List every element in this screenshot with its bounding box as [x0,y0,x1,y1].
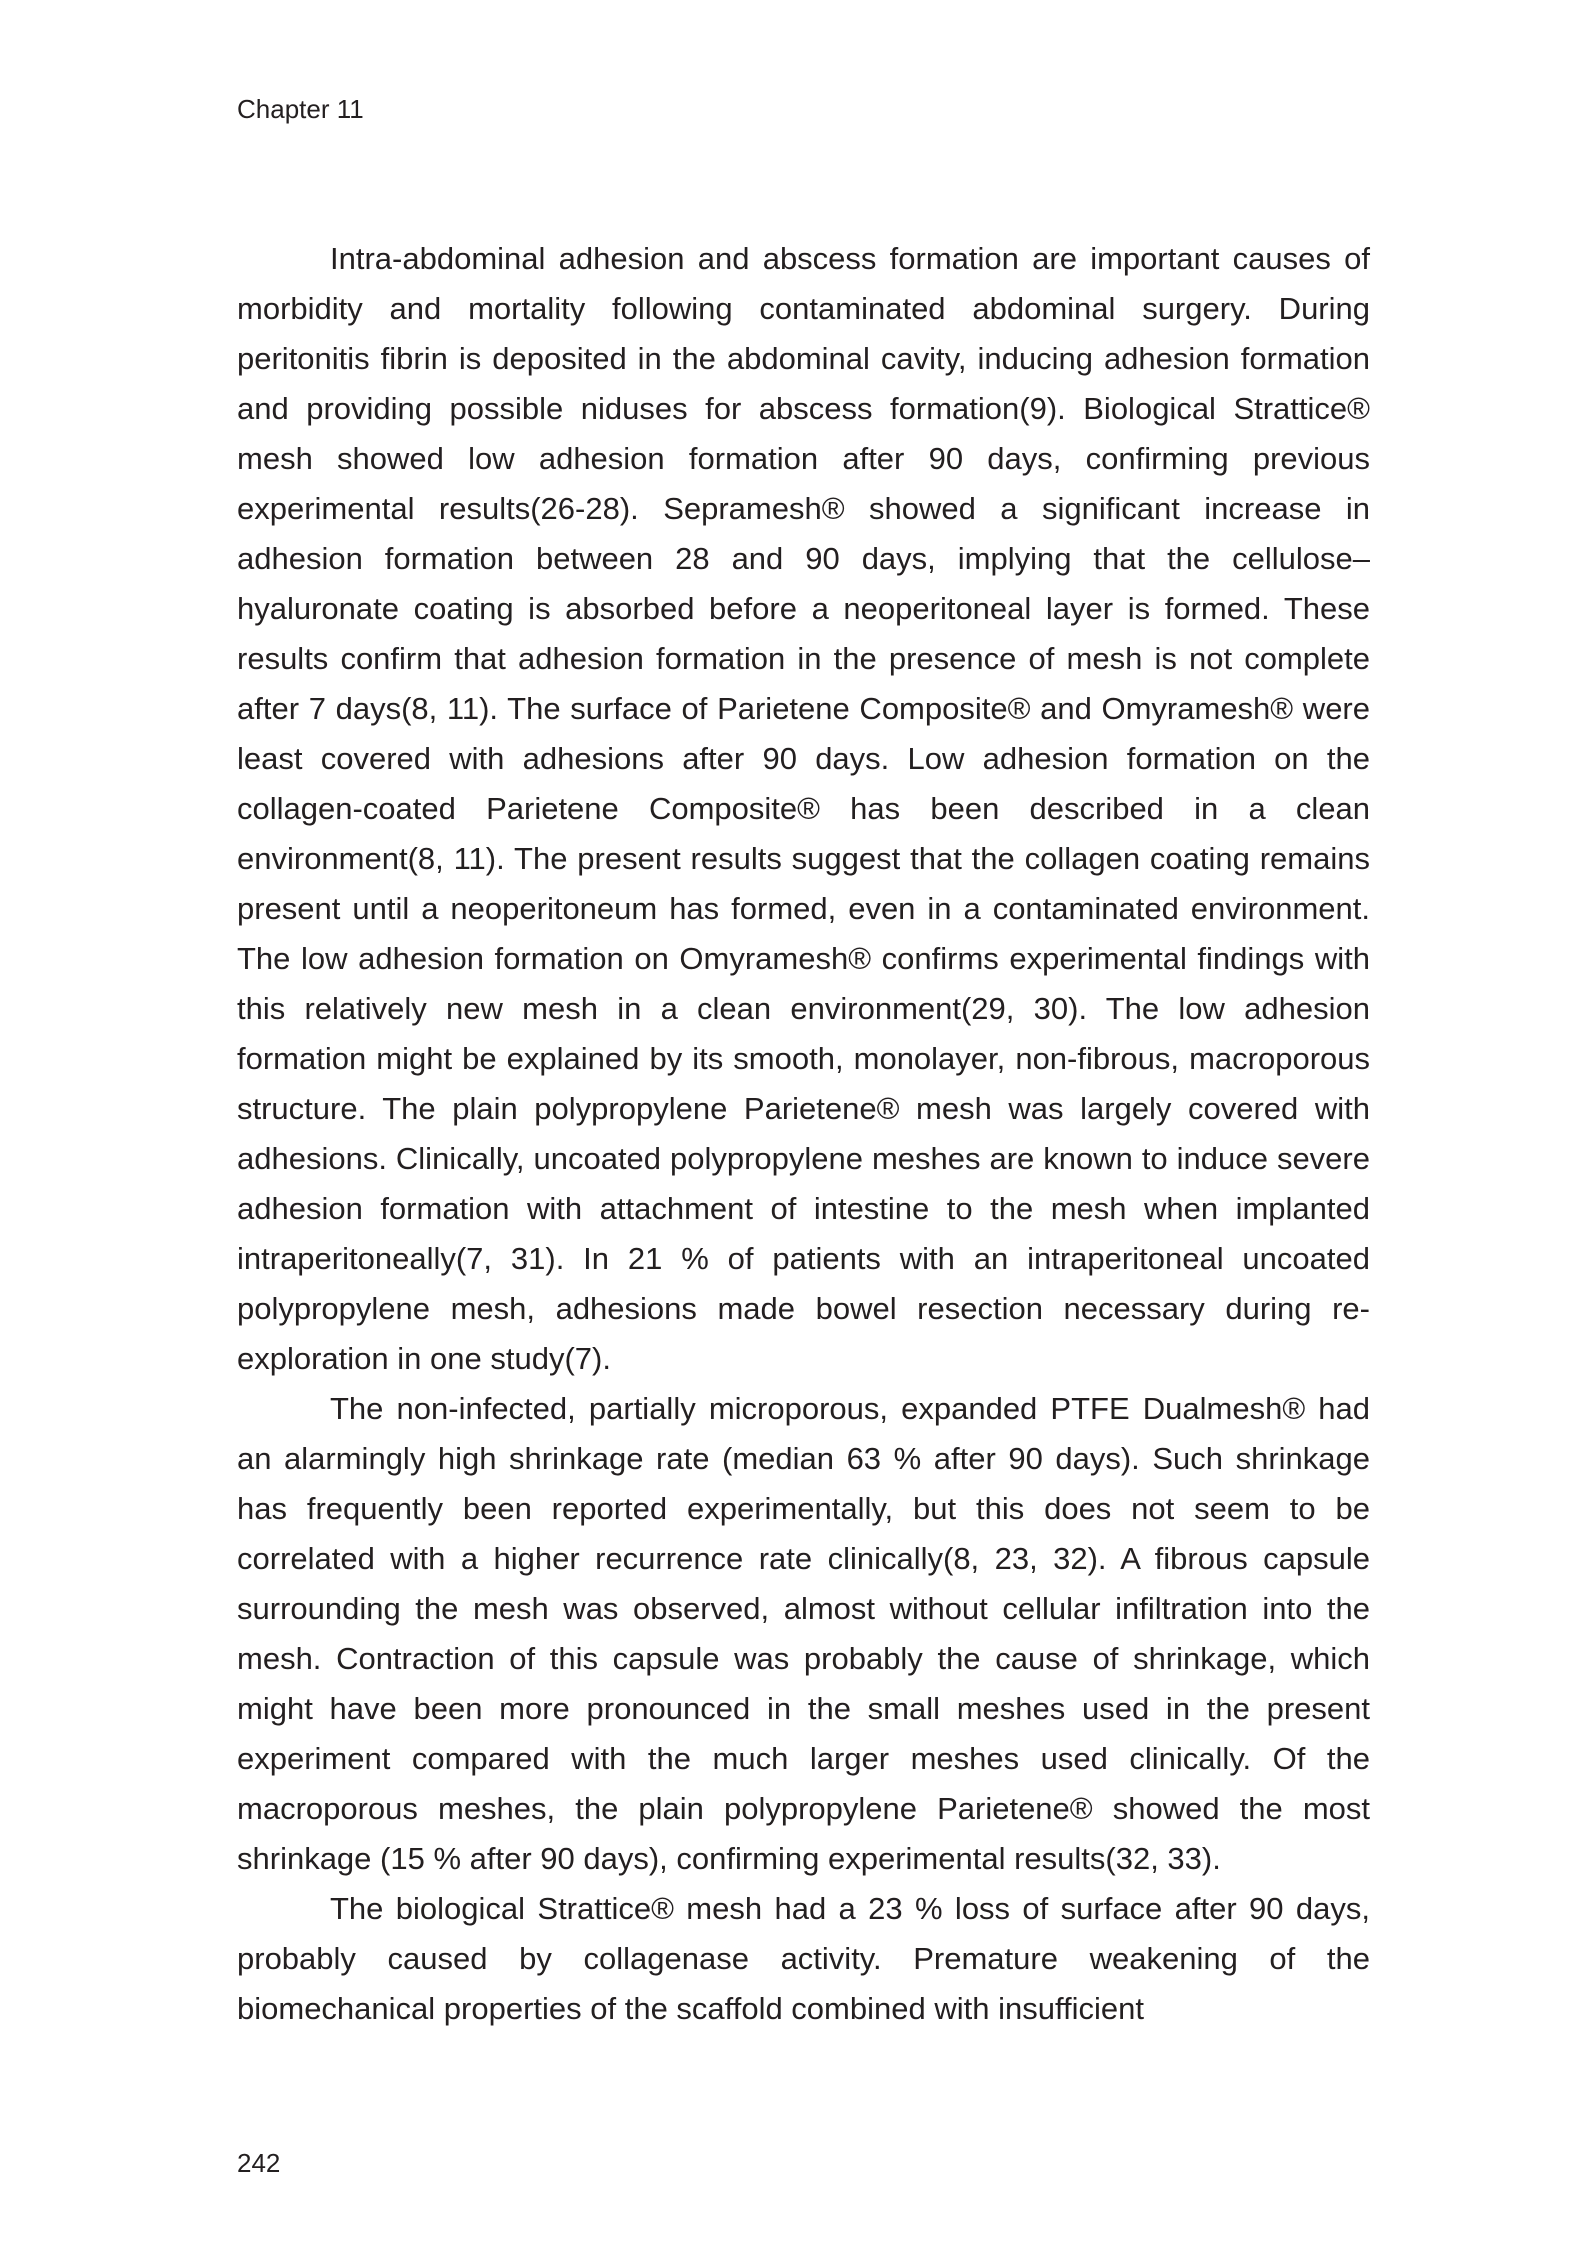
body-text [237,234,1370,2034]
paragraph-biological-mesh: The biological Strattice® mesh had a 23 % loss of surface after 90 days, probably caused by collagenase activity. Premature weakening of the biomechanical properties of the scaffold combined with insufficient [237,1891,1370,2026]
page-number: 242 [237,2148,281,2178]
running-header-chapter: Chapter 11 [237,94,364,124]
paragraph-shrinkage: The non-infected, partially microporous, expanded PTFE Dualmesh® had an alarmingly high shrinkage rate (median 63 % after 90 days). Such shrinkage has frequently been reported experimentally, but this does not seem to be correlated with a higher recurrence rate clinically(8, 23, 32). A fibrous capsule surrounding the mesh was observed, almost without cellular infiltration into the mesh. Contraction of this capsule was probably the cause of shrinkage, which might have been more pronounced in the small meshes used in the present experiment compared with the much larger meshes used clinically. Of the macroporous meshes, the plain polypropylene Parietene® showed the most shrinkage (15 % after 90 days), confirming experimental results(32, 33). [237,1391,1370,1876]
paragraph-adhesion: Intra-abdominal adhesion and abscess formation are important causes of morbidity and mortality following contaminated abdominal surgery. During peritonitis fibrin is deposited in the abdominal cavity, inducing adhesion formation and providing possible niduses for abscess formation(9). Biological Strattice® mesh showed low adhesion formation after 90 days, confirming previous experimental results(26-28). Sepramesh® showed a significant increase in adhesion formation between 28 and 90 days, implying that the cellulose–hyaluronate coating is absorbed before a neoperitoneal layer is formed. These results confirm that adhesion formation in the presence of mesh is not complete after 7 days(8, 11). The surface of Parietene Composite® and Omyramesh® were least covered with adhesions after 90 days. Low adhesion formation on the collagen-coated Parietene Composite® has been described in a clean environment(8, 11). The present results suggest that the collagen coating remains present until a neoperitoneum has formed, even in a contaminated environment. The low adhesion formation on Omyramesh® confirms experimental findings with this relatively new mesh in a clean environment(29, 30). The low adhesion formation might be explained by its smooth, monolayer, non-fibrous, macroporous structure. The plain polypropylene Parietene® mesh was largely covered with adhesions. Clinically, uncoated polypropylene meshes are known to induce severe adhesion formation with attachment of intestine to the mesh when implanted intraperitoneally(7, 31). In 21 % of patients with an intraperitoneal uncoated polypropylene mesh, adhesions made bowel resection necessary during re-exploration in one study(7). [237,241,1370,1376]
